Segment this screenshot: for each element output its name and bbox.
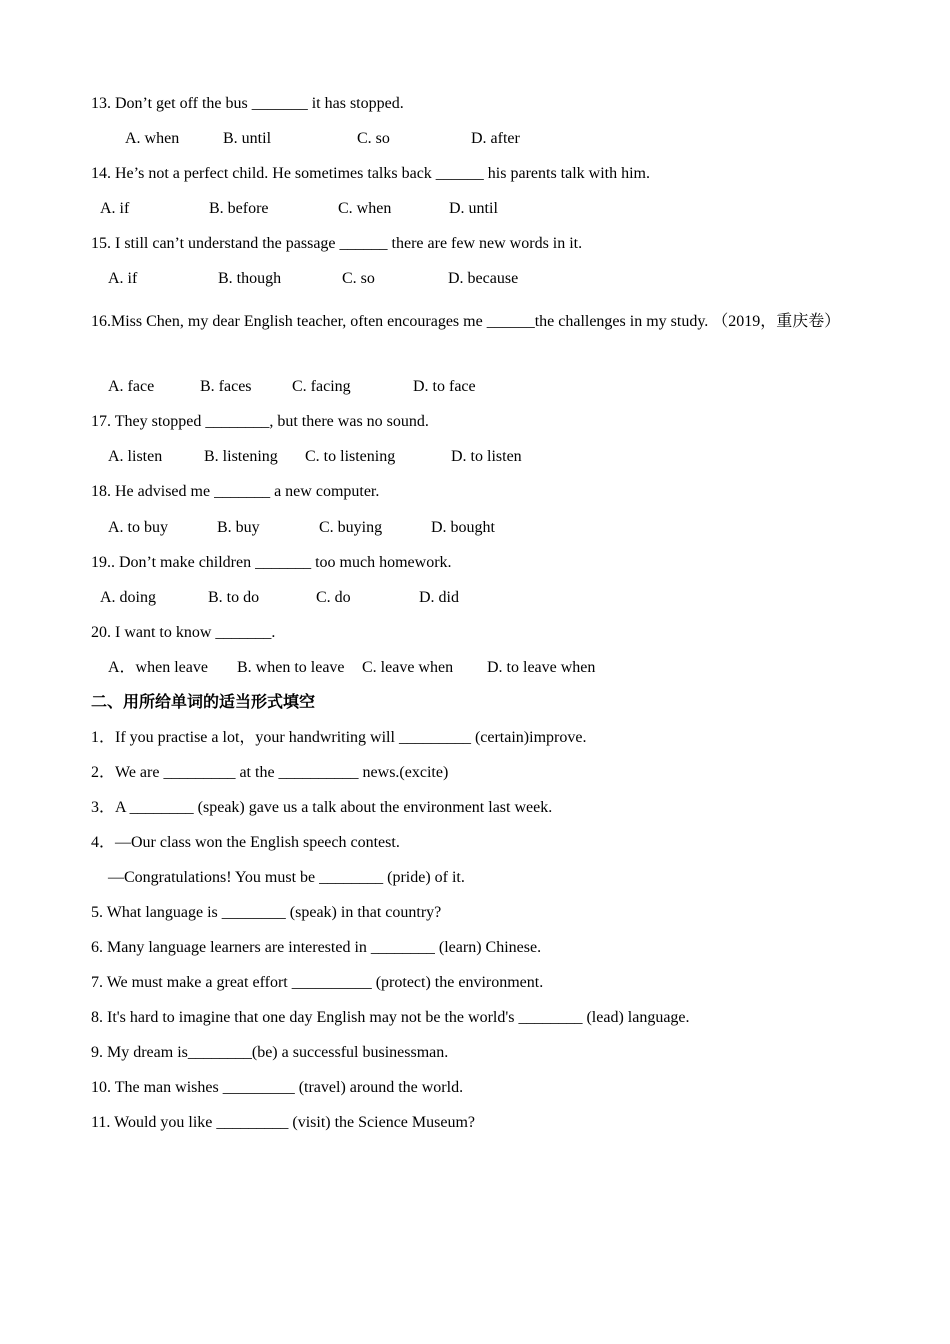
- option-d: D. until: [449, 200, 498, 217]
- fill-item-4-reply: —Congratulations! You must be ________ (pride) of it.: [108, 869, 465, 886]
- question-20: 20. I want to know _______.: [91, 624, 276, 641]
- option-a: A. listen: [108, 448, 163, 465]
- option-c: C. so: [342, 270, 375, 287]
- question-17: 17. They stopped ________, but there was no sound.: [91, 413, 429, 430]
- fill-item-5: 5. What language is ________ (speak) in that country?: [91, 904, 442, 921]
- question-18: 18. He advised me _______ a new computer.: [91, 483, 380, 500]
- option-d: D. to leave when: [487, 659, 596, 676]
- option-b: B. to do: [208, 589, 260, 606]
- option-b: B. listening: [204, 448, 278, 465]
- option-c: C. so: [357, 130, 390, 147]
- option-b: B. buy: [217, 519, 260, 536]
- option-d: D. to listen: [451, 448, 522, 465]
- fill-item-3: 3．A ________ (speak) gave us a talk about the environment last week.: [91, 799, 553, 816]
- fill-item-1: 1．If you practise a lot，your handwriting will _________ (certain)improve.: [91, 729, 587, 746]
- fill-item-2: 2．We are _________ at the __________ news.(excite): [91, 764, 449, 781]
- fill-item-7: 7. We must make a great effort __________ (protect) the environment.: [91, 974, 544, 991]
- question-15: 15. I still can’t understand the passage ______ there are few new words in it.: [91, 235, 583, 252]
- fill-item-9: 9. My dream is________(be) a successful businessman.: [91, 1044, 449, 1061]
- option-c: C. when: [338, 200, 392, 217]
- option-a: A. if: [100, 200, 130, 217]
- option-d: D. bought: [431, 519, 495, 536]
- question-16: 16.Miss Chen, my dear English teacher, often encourages me ______the challenges in my study. （2019，重庆卷）: [91, 313, 841, 330]
- option-c: C. leave when: [362, 659, 454, 676]
- option-a: A. when: [125, 130, 180, 147]
- fill-item-10: 10. The man wishes _________ (travel) around the world.: [91, 1079, 464, 1096]
- fill-item-8: 8. It's hard to imagine that one day English may not be the world's ________ (lead) language.: [91, 1009, 690, 1026]
- option-c: C. facing: [292, 378, 351, 395]
- option-b: B. though: [218, 270, 282, 287]
- option-a: A. doing: [100, 589, 156, 606]
- section-title: 二、用所给单词的适当形式填空: [91, 692, 316, 711]
- option-d: D. because: [448, 270, 519, 287]
- option-d: D. did: [419, 589, 459, 606]
- option-a: A. to buy: [108, 519, 168, 536]
- option-d: D. to face: [413, 378, 476, 395]
- option-d: D. after: [471, 130, 520, 147]
- fill-item-11: 11. Would you like _________ (visit) the Science Museum?: [91, 1114, 475, 1131]
- question-19: 19.. Don’t make children _______ too much homework.: [91, 554, 452, 571]
- question-14: 14. He’s not a perfect child. He sometimes talks back ______ his parents talk with him.: [91, 165, 650, 182]
- question-13: 13. Don’t get off the bus _______ it has stopped.: [91, 95, 404, 112]
- option-a: A. face: [108, 378, 155, 395]
- option-c: C. buying: [319, 519, 383, 536]
- option-a: A. if: [108, 270, 138, 287]
- option-b: B. faces: [200, 378, 252, 395]
- fill-item-4: 4．—Our class won the English speech contest.: [91, 834, 400, 851]
- option-b: B. until: [223, 130, 272, 147]
- option-b: B. when to leave: [237, 659, 345, 676]
- option-c: C. do: [316, 589, 351, 606]
- option-a: A．when leave: [108, 659, 208, 676]
- option-c: C. to listening: [305, 448, 396, 465]
- option-b: B. before: [209, 200, 269, 217]
- fill-item-6: 6. Many language learners are interested in ________ (learn) Chinese.: [91, 939, 542, 956]
